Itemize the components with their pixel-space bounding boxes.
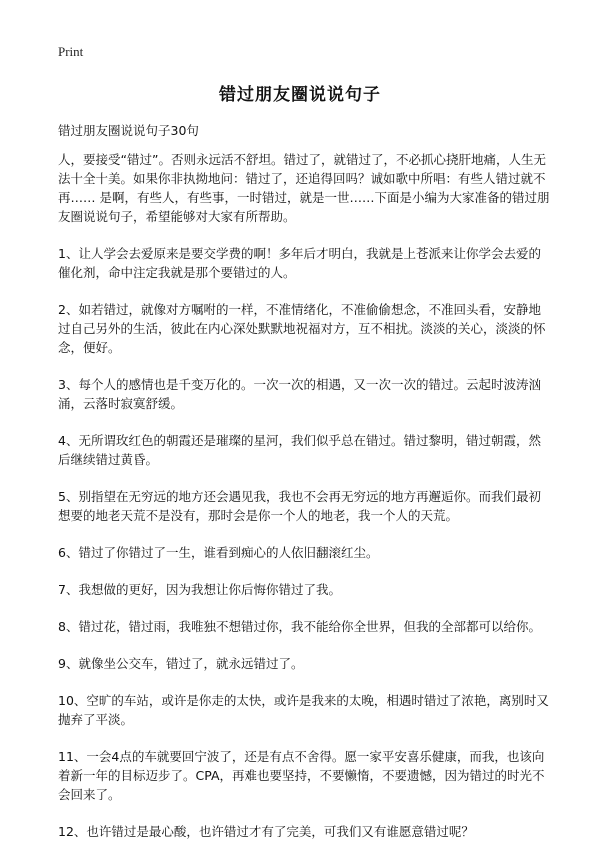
article-subtitle: 错过朋友圈说说句子30句 — [58, 123, 199, 138]
sentence-item: 9、就像坐公交车，错过了，就永远错过了。 — [58, 656, 304, 671]
page-title: 错过朋友圈说说句子 — [219, 85, 381, 105]
sentence-item: 11、一会4点的车就要回宁波了，还是有点不舍得。愿一家平安喜乐健康，而我，也该向着新一年的目标迈步了。CPA，再难也要坚持，不要懒惰，不要遗憾，因为错过的时光不会回来了。 — [58, 749, 545, 802]
sentence-item: 6、错过了你错过了一生，谁看到痴心的人依旧翻滚红尘。 — [58, 545, 379, 560]
sentence-item: 3、每个人的感情也是千变万化的。一次一次的相遇，又一次一次的错过。云起时波涛汹涌，云落时寂寞舒缓。 — [58, 377, 541, 411]
sentence-item: 5、别指望在无穷远的地方还会遇见我，我也不会再无穷远的地方再邂逅你。而我们最初想要的地老天荒不是没有，那时会是你一个人的地老，我一个人的天荒。 — [58, 489, 541, 523]
sentence-item: 7、我想做的更好，因为我想让你后悔你错过了我。 — [58, 582, 341, 597]
article-body — [58, 150, 552, 859]
sentence-item: 1、让人学会去爱原来是要交学费的啊！多年后才明白，我就是上苍派来让你学会去爱的催化剂，命中注定我就是那个要错过的人。 — [58, 246, 541, 280]
sentence-item: 4、无所谓玫红色的朝霞还是璀璨的星河，我们似乎总在错过。错过黎明，错过朝霞，然后继续错过黄昏。 — [58, 433, 541, 467]
intro-paragraph: 人，要接受“错过”。否则永远活不舒坦。错过了，就错过了，不必抓心挠肝地痛，人生无法十全十美。如果你非执拗地问：错过了，还追得回吗？诚如歌中所唱：有些人错过就不再…… 是啊，有些人，有些事，一时错过，就是一世……下面是小编为大家准备的错过朋友圈说说句子，希望能够对大家有所帮助。 — [58, 152, 550, 224]
sentence-item: 12、也许错过是最心酸，也许错过才有了完美，可我们又有谁愿意错过呢？ — [58, 824, 474, 839]
sentence-item: 2、如若错过，就像对方嘱咐的一样，不准情绪化，不准偷偷想念，不准回头看，安静地过自己另外的生活，彼此在内心深处默默地祝福对方，互不相扰。淡淡的关心，淡淡的怀念，便好。 — [58, 302, 546, 355]
print-link[interactable]: Print — [58, 44, 84, 59]
sentence-item: 10、空旷的车站，或许是你走的太快，或许是我来的太晚，相遇时错过了浓艳，离别时又抛弃了平淡。 — [58, 693, 549, 727]
sentence-item: 8、错过花，错过雨，我唯独不想错过你，我不能给你全世界，但我的全部都可以给你。 — [58, 619, 541, 634]
